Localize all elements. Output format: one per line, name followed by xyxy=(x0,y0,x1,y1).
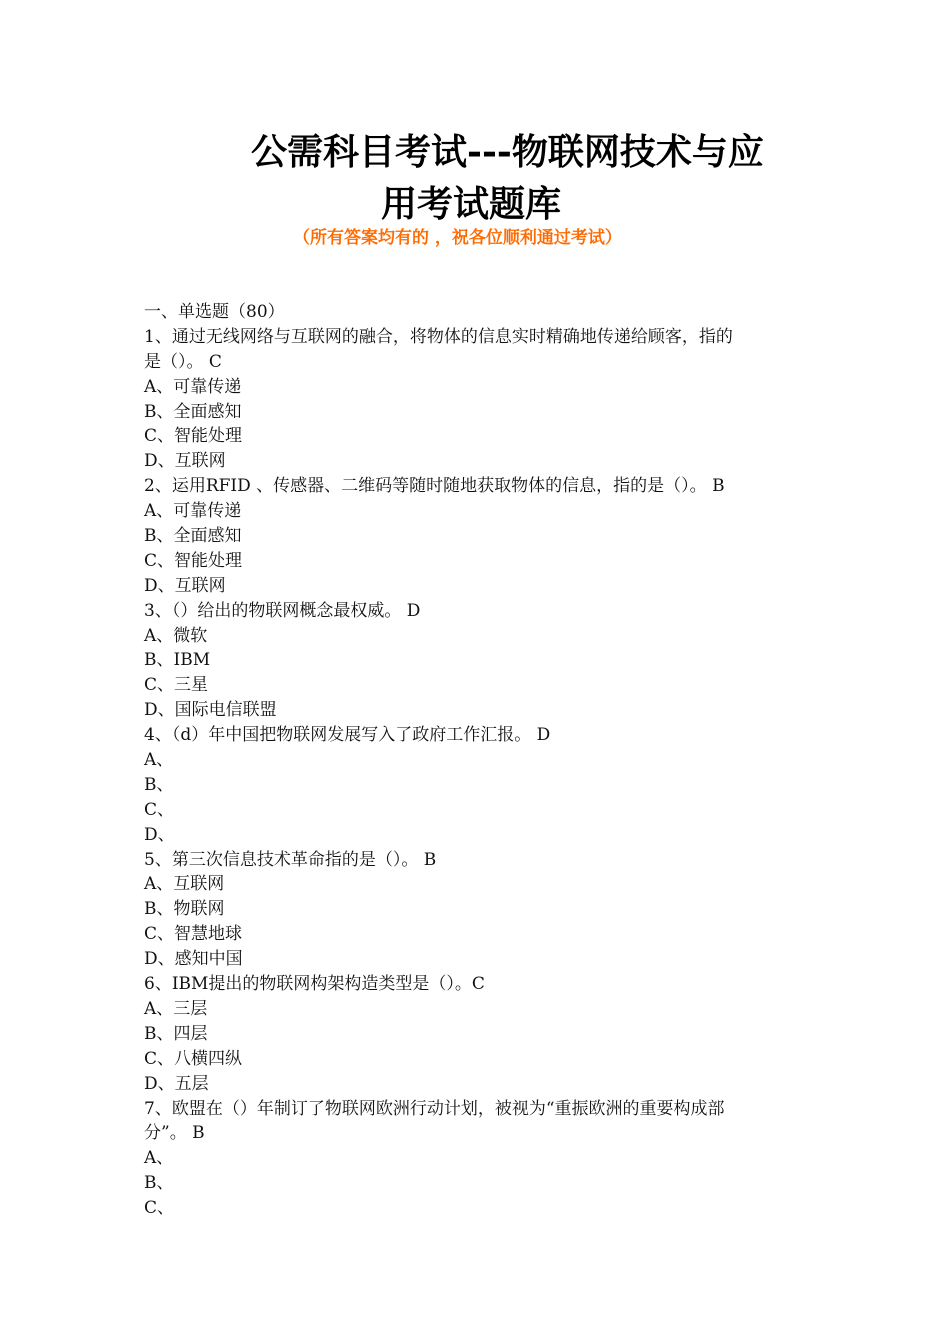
text-line: 6、IBM提出的物联网构架构造类型是（）。C xyxy=(144,974,485,995)
text-line: C、智能处理 xyxy=(144,426,243,447)
text-line: A、 xyxy=(144,750,174,771)
text-line: D、五层 xyxy=(144,1073,209,1094)
text-line: C、 xyxy=(144,799,175,820)
text-line: 7、欧盟在（）年制订了物联网欧洲行动计划，被视为“重振欧洲的重要构成部 xyxy=(144,1098,725,1119)
text-line: B、 xyxy=(144,1173,174,1194)
text-line: C、八横四纵 xyxy=(144,1048,243,1069)
text-line: D、感知中国 xyxy=(144,949,243,970)
text-line: 是（）。 C xyxy=(144,351,222,372)
text-line: 分”。 B xyxy=(144,1123,205,1144)
text-line: 3、（）给出的物联网概念最权威。 D xyxy=(144,600,421,621)
text-line: A、微软 xyxy=(144,625,208,646)
document-title-line-1: 公需科目考试---物联网技术与应 xyxy=(251,131,764,173)
text-line: A、三层 xyxy=(144,998,208,1019)
document-subtitle: （所有答案均有的 ，祝各位顺利通过考试） xyxy=(293,228,622,248)
text-line: 1、通过无线网络与互联网的融合，将物体的信息实时精确地传递给顾客，指的 xyxy=(144,326,733,347)
text-line: B、全面感知 xyxy=(144,526,242,547)
question-list xyxy=(144,300,814,1221)
text-line: 4、（d）年中国把物联网发展写入了政府工作汇报。 D xyxy=(144,725,551,746)
text-line: B、IBM xyxy=(144,650,211,671)
text-line: C、三星 xyxy=(144,675,209,696)
text-line: B、四层 xyxy=(144,1023,208,1044)
text-line: D、国际电信联盟 xyxy=(144,700,277,721)
text-line: D、 xyxy=(144,824,175,845)
text-line: B、全面感知 xyxy=(144,401,242,422)
text-line: B、 xyxy=(144,774,174,795)
text-line: A、 xyxy=(144,1148,174,1169)
text-line: C、智能处理 xyxy=(144,550,243,571)
text-line: A、互联网 xyxy=(144,874,225,895)
text-line: 2、运用RFID 、传感器、二维码等随时随地获取物体的信息，指的是（）。 B xyxy=(144,476,725,497)
document-title-line-2: 用考试题库 xyxy=(381,183,562,225)
text-line: A、可靠传递 xyxy=(144,376,242,397)
text-line: 一、单选题（80） xyxy=(144,302,285,322)
text-line: C、智慧地球 xyxy=(144,924,243,945)
text-line: B、物联网 xyxy=(144,899,225,920)
text-line: C、 xyxy=(144,1198,175,1219)
text-line: D、互联网 xyxy=(144,451,226,472)
text-line: D、互联网 xyxy=(144,575,226,596)
text-line: A、可靠传递 xyxy=(144,501,242,522)
text-line: 5、第三次信息技术革命指的是（）。 B xyxy=(144,849,437,870)
